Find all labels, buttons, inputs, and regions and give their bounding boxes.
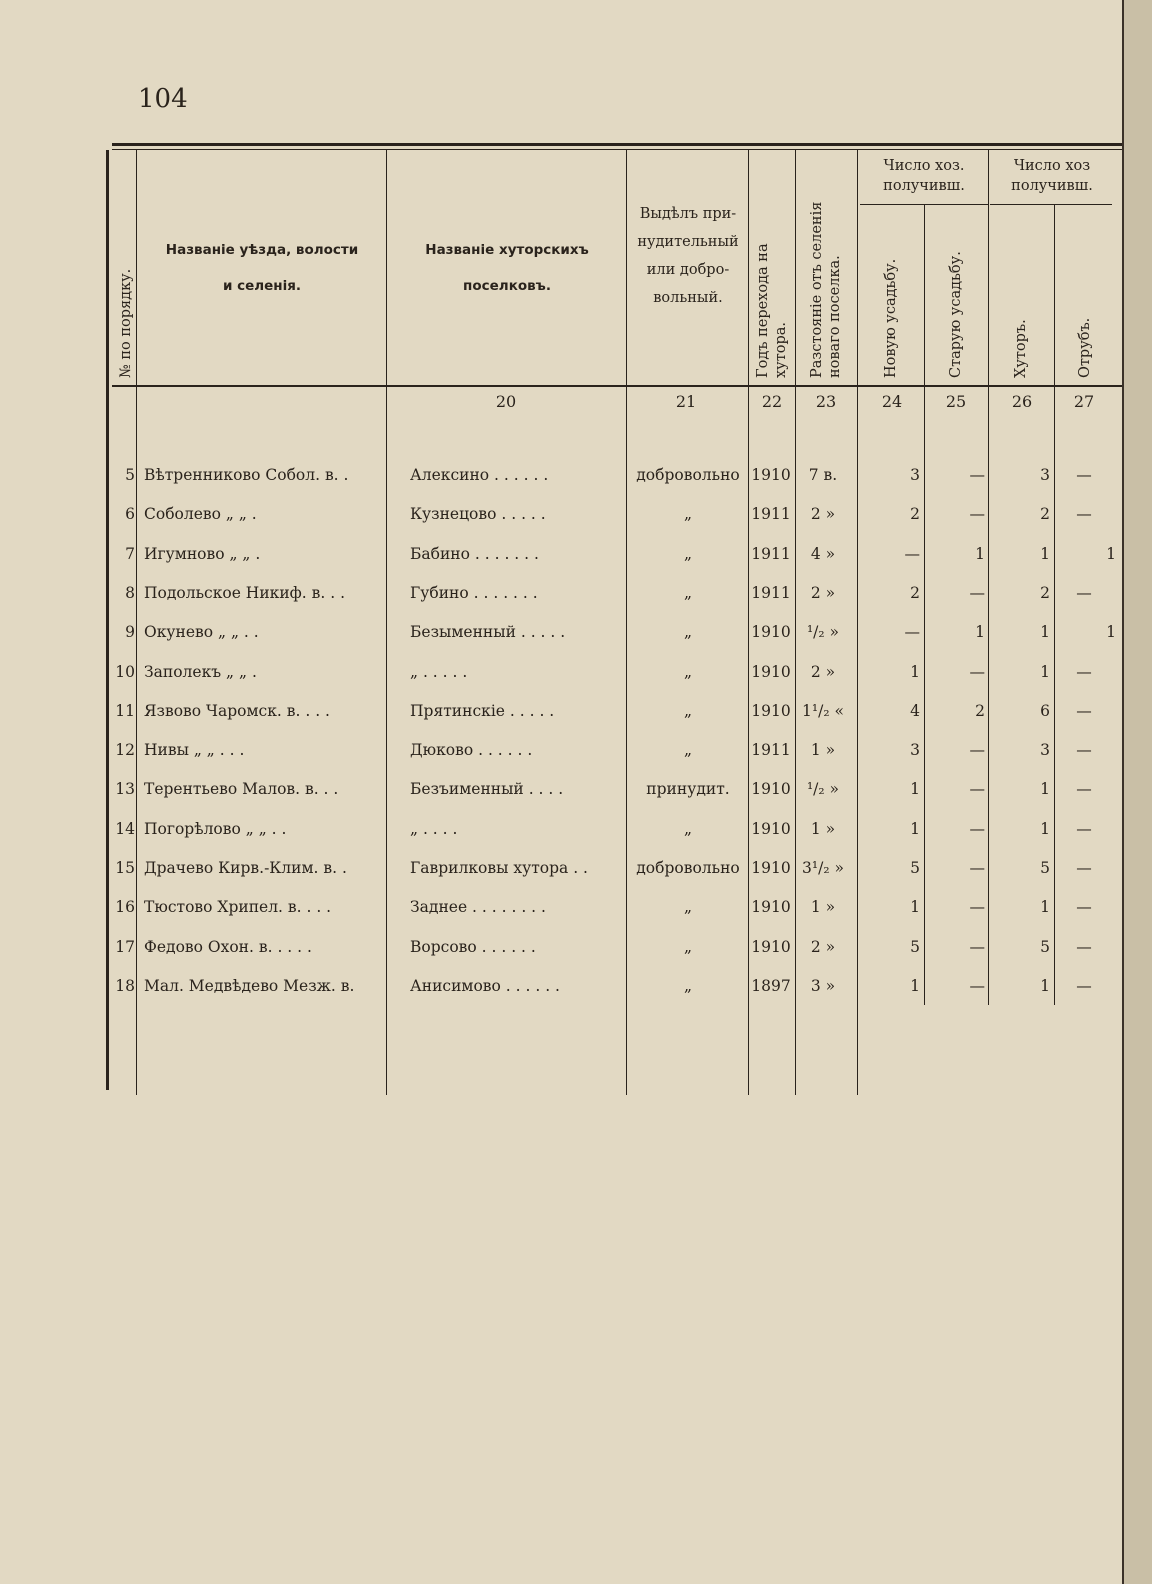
distance: 2 » — [810, 662, 836, 681]
allotment-type: „ — [683, 937, 693, 956]
khutor-name: „ . . . . . — [410, 662, 468, 681]
row-number: 5 — [125, 466, 135, 484]
allotment-type: „ — [683, 701, 693, 720]
table-row — [0, 663, 1122, 703]
column-number: 27 — [1073, 392, 1095, 411]
header-khutor-line2: поселковъ. — [463, 278, 551, 294]
row-number: 6 — [125, 505, 135, 524]
table-row — [0, 820, 1122, 860]
header-new-estate: Новую усадьбу. — [883, 258, 899, 378]
transition-year: 1910 — [751, 701, 791, 720]
otrub-count: — — [1076, 780, 1092, 799]
village-name: Вѣтренниково Собол. в. . — [144, 466, 349, 484]
column-number: 24 — [881, 392, 903, 411]
transition-year: 1910 — [751, 819, 791, 838]
village-name: Погорѣлово „ „ . . — [144, 819, 287, 838]
khutor-count: 1 — [1040, 544, 1050, 563]
khutor-count: 2 — [1040, 505, 1050, 524]
otrub-count: — — [1076, 819, 1092, 838]
transition-year: 1910 — [751, 937, 791, 956]
group-rule-2 — [990, 204, 1112, 205]
allotment-type: „ — [683, 662, 693, 681]
old-estate-count: — — [969, 780, 985, 799]
old-estate-count: — — [969, 505, 985, 524]
distance: ¹/₂ » — [806, 623, 840, 642]
header-households-group-2 — [990, 156, 1114, 196]
new-estate-count: 1 — [910, 780, 920, 799]
overflow-value: 1 — [1106, 623, 1116, 642]
header-households-2-line1: Число хоз — [1013, 158, 1091, 174]
table-row — [0, 977, 1122, 1017]
header-village — [140, 238, 384, 298]
column-number: 26 — [1011, 392, 1033, 411]
transition-year: 1910 — [751, 898, 791, 917]
village-name: Терентьево Малов. в. . . — [144, 780, 339, 799]
row-number: 10 — [115, 662, 135, 681]
khutor-count: 3 — [1040, 741, 1050, 760]
village-name: Тюстово Хрипел. в. . . . — [144, 898, 332, 917]
khutor-name: Алексино . . . . . . — [410, 466, 549, 484]
row-number: 7 — [125, 544, 135, 563]
header-households-group-1 — [860, 156, 988, 196]
column-number: 21 — [675, 392, 697, 411]
row-number: 13 — [115, 780, 135, 799]
new-estate-count: 5 — [910, 859, 920, 877]
table-row — [0, 859, 1122, 899]
transition-year: 1897 — [751, 976, 791, 995]
table-row — [0, 938, 1122, 978]
allotment-type: „ — [683, 583, 693, 602]
column-number: 22 — [761, 392, 783, 411]
table-row — [0, 545, 1122, 585]
transition-year: 1910 — [751, 662, 791, 681]
old-estate-count: — — [969, 859, 985, 877]
new-estate-count: 1 — [910, 819, 920, 838]
allotment-type: „ — [683, 898, 693, 917]
distance: 3¹/₂ » — [802, 859, 844, 877]
header-households-2-line2: получивш. — [1011, 178, 1093, 194]
overflow-value: 1 — [1106, 544, 1116, 563]
header-allotment-line2: нудительный — [637, 234, 739, 250]
khutor-name: Кузнецово . . . . . — [410, 505, 546, 524]
old-estate-count: 2 — [975, 701, 985, 720]
distance: 3 » — [810, 976, 836, 995]
village-name: Мал. Медвѣдево Мезж. в. — [144, 976, 355, 995]
new-estate-count: 1 — [910, 898, 920, 917]
new-estate-count: 3 — [910, 741, 920, 760]
new-estate-count: 2 — [910, 505, 920, 524]
row-number: 15 — [115, 859, 135, 877]
khutor-count: 1 — [1040, 623, 1050, 642]
distance: 1 » — [810, 898, 836, 917]
header-col-no: № по порядку. — [118, 268, 134, 378]
village-name: Соболево „ „ . — [144, 505, 257, 524]
row-number: 12 — [115, 741, 135, 760]
khutor-count: 1 — [1040, 898, 1050, 917]
header-khutor-type: Хуторъ. — [1013, 319, 1029, 378]
row-number: 11 — [115, 701, 135, 720]
header-distance-line2: новаго поселка. — [827, 255, 843, 378]
header-village-line1: Названіе уѣзда, волости — [165, 242, 359, 258]
header-allotment-line4: вольный. — [653, 290, 723, 306]
transition-year: 1910 — [751, 466, 791, 484]
transition-year: 1911 — [751, 505, 791, 524]
header-khutor — [390, 238, 624, 298]
header-allotment — [628, 200, 748, 312]
table-row — [0, 584, 1122, 624]
otrub-count: — — [1076, 466, 1092, 484]
top-rule — [112, 143, 1122, 146]
transition-year: 1910 — [751, 780, 791, 799]
allotment-type: „ — [683, 976, 693, 995]
otrub-count: — — [1076, 741, 1092, 760]
otrub-count: — — [1076, 505, 1092, 524]
allotment-type: „ — [683, 741, 693, 760]
otrub-count: — — [1076, 662, 1092, 681]
header-distance — [808, 202, 844, 378]
khutor-count: 1 — [1040, 819, 1050, 838]
khutor-name: Безъименный . . . . — [410, 780, 564, 799]
row-number: 16 — [115, 898, 135, 917]
new-estate-count: 1 — [910, 662, 920, 681]
old-estate-count: 1 — [975, 623, 985, 642]
village-name: Игумново „ „ . — [144, 544, 261, 563]
old-estate-count: — — [969, 741, 985, 760]
distance: 1 » — [810, 741, 836, 760]
old-estate-count: — — [969, 937, 985, 956]
village-name: Федово Охон. в. . . . . — [144, 937, 312, 956]
khutor-count: 2 — [1040, 583, 1050, 602]
old-estate-count: — — [969, 898, 985, 917]
row-number: 8 — [125, 583, 135, 602]
new-estate-count: — — [904, 544, 920, 563]
header-year-line2: хутора. — [773, 322, 789, 378]
page-edge — [1122, 0, 1152, 1584]
allotment-type: „ — [683, 505, 693, 524]
otrub-count: — — [1076, 583, 1092, 602]
row-number: 18 — [115, 976, 135, 995]
transition-year: 1911 — [751, 741, 791, 760]
khutor-name: Гаврилковы хутора . . — [410, 859, 588, 877]
new-estate-count: 2 — [910, 583, 920, 602]
table-row — [0, 741, 1122, 781]
allotment-type: принудит. — [646, 780, 730, 799]
new-estate-count: — — [904, 623, 920, 642]
allotment-type: „ — [683, 819, 693, 838]
old-estate-count: — — [969, 466, 985, 484]
distance: 7 в. — [808, 466, 838, 484]
khutor-count: 5 — [1040, 859, 1050, 877]
new-estate-count: 4 — [910, 701, 920, 720]
table-row — [0, 505, 1122, 545]
header-year — [754, 243, 790, 378]
transition-year: 1910 — [751, 859, 791, 877]
allotment-type: добровольно — [636, 859, 740, 877]
row-number: 14 — [115, 819, 135, 838]
village-name: Язвово Чаромск. в. . . . — [144, 701, 330, 720]
table-row — [0, 466, 1122, 506]
new-estate-count: 3 — [910, 466, 920, 484]
new-estate-count: 1 — [910, 976, 920, 995]
khutor-name: Анисимово . . . . . . — [410, 976, 560, 995]
table-row — [0, 780, 1122, 820]
row-number: 17 — [115, 937, 135, 956]
village-name: Нивы „ „ . . . — [144, 741, 245, 760]
village-name: Драчево Кирв.-Клим. в. . — [144, 859, 347, 877]
khutor-count: 1 — [1040, 780, 1050, 799]
header-year-line1: Годъ перехода на — [755, 243, 771, 378]
distance: 1 » — [810, 819, 836, 838]
otrub-count: — — [1076, 976, 1092, 995]
transition-year: 1910 — [751, 623, 791, 642]
distance: 1¹/₂ « — [802, 701, 844, 720]
page-number: 104 — [138, 84, 188, 114]
old-estate-count: — — [969, 662, 985, 681]
khutor-count: 5 — [1040, 937, 1050, 956]
table-row — [0, 702, 1122, 742]
khutor-name: Губино . . . . . . . — [410, 583, 538, 602]
village-name: Заполекъ „ „ . — [144, 662, 257, 681]
transition-year: 1911 — [751, 544, 791, 563]
distance: 2 » — [810, 937, 836, 956]
header-khutor-line1: Названіе хуторскихъ — [425, 242, 589, 258]
otrub-count: — — [1076, 701, 1092, 720]
khutor-name: Прятинскіе . . . . . — [410, 701, 555, 720]
old-estate-count: 1 — [975, 544, 985, 563]
distance: 2 » — [810, 505, 836, 524]
village-name: Окунево „ „ . . — [144, 623, 259, 642]
distance: ¹/₂ » — [806, 780, 840, 799]
distance: 4 » — [810, 544, 836, 563]
otrub-count: — — [1076, 937, 1092, 956]
khutor-name: Дюково . . . . . . — [410, 741, 533, 760]
khutor-count: 6 — [1040, 701, 1050, 720]
transition-year: 1911 — [751, 583, 791, 602]
khutor-name: Безыменный . . . . . — [410, 623, 566, 642]
khutor-name: Заднее . . . . . . . . — [410, 898, 546, 917]
header-households-1-line2: получивш. — [883, 178, 965, 194]
row-number: 9 — [125, 623, 135, 642]
khutor-count: 1 — [1040, 976, 1050, 995]
khutor-name: „ . . . . — [410, 819, 458, 838]
khutor-name: Ворсово . . . . . . — [410, 937, 536, 956]
header-allotment-line3: или добро- — [646, 262, 730, 278]
header-village-line2: и селенія. — [222, 278, 302, 294]
allotment-type: „ — [683, 544, 693, 563]
table-row — [0, 623, 1122, 663]
column-number: 20 — [495, 392, 517, 411]
new-estate-count: 5 — [910, 937, 920, 956]
column-number: 25 — [945, 392, 967, 411]
otrub-count: — — [1076, 859, 1092, 877]
old-estate-count: — — [969, 819, 985, 838]
old-estate-count: — — [969, 583, 985, 602]
otrub-count: — — [1076, 898, 1092, 917]
header-allotment-line1: Выдѣлъ при- — [639, 206, 737, 222]
header-otrub-type: Отрубъ. — [1077, 317, 1093, 378]
allotment-type: „ — [683, 623, 693, 642]
table-row — [0, 898, 1122, 938]
column-number: 23 — [815, 392, 837, 411]
header-distance-line1: Разстояніе отъ селенія — [809, 201, 825, 378]
header-households-1-line1: Число хоз. — [883, 158, 965, 174]
khutor-count: 1 — [1040, 662, 1050, 681]
khutor-name: Бабино . . . . . . . — [410, 544, 539, 563]
old-estate-count: — — [969, 976, 985, 995]
khutor-count: 3 — [1040, 466, 1050, 484]
allotment-type: добровольно — [636, 466, 740, 484]
distance: 2 » — [810, 583, 836, 602]
top-rule-thin — [112, 149, 1122, 150]
header-rule — [112, 385, 1122, 387]
header-old-estate: Старую усадьбу. — [948, 251, 964, 378]
village-name: Подольское Никиф. в. . . — [144, 583, 346, 602]
